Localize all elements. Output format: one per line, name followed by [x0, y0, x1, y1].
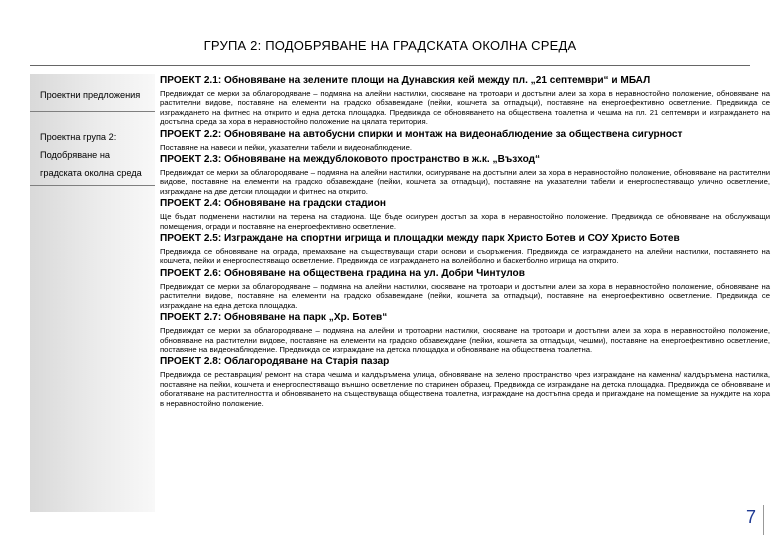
sidebar-label-group: Проектна група 2:: [40, 132, 117, 142]
project-description: Предвиждат се мерки за облагородяване – подмяна на алейни настилки, сюсяване на тротоари и достъпни алеи за хора в неравностойно положение, обновяване на растителни видове, поставяне на елементи на градско обзавеждане (пейки, кошчета за отпадъци), поставяне на енергоефективно осветление. Предвижда се изграждане на една детска площадка.: [160, 281, 770, 310]
project-item: [160, 153, 770, 196]
project-item: [160, 197, 770, 231]
footer-divider: [763, 505, 764, 535]
sidebar-divider: [30, 111, 155, 112]
project-item: [160, 355, 770, 408]
sidebar-label-proposals: Проектни предложения: [40, 90, 141, 100]
title-divider: [30, 65, 750, 66]
page-number: 7: [745, 507, 756, 527]
project-title: ПРОЕКТ 2.8: Облагородяване на Старія пазар: [160, 356, 390, 368]
project-description: Предвиждат се мерки за облагородяване – подмяна на алейни настилки, сюсяване на тротоари и достъпни алеи за хора в неравностойно положение, обновяване на растителни видове, поставяне на елементи на градско обзавеждане (пейки, кошчета за отпадъци), поставяне на енергоефективно осветление. Предвижда се изграждането на фитнес на открито и една детска площадка. Предвижда се обновяването на обществена тоалетна и чешма на пл. 21 септември и изграждането на достъпна среда за хора в неравностойно положение на цялата територия.: [160, 89, 770, 127]
project-list: [160, 74, 770, 409]
project-description: Предвиждат се мерки за облагородяване – подмяна на алейни и тротоарни настилки, сюсяване на тротоари и достъпни алеи за хора в неравностойно положение, обновяване на растителни видове, поставяне на елементи на градско обзавеждане (пейки, кошчета за отпадъци, чешми), поставяне на енергоефективно осветление, поставяне на видеонаблюдение. Предвижда се изграждане на детска площадка и обновяване на обществена тоалетна.: [160, 326, 770, 354]
project-description: Предвиждат се мерки за облагородяване – подмяна на алейни настилки, осигуряване на достъпни алеи за хора в неравностойно положение, обновяване на растителни видове, поставяне на елементи на градско обзавеждане (пейки, кошчета за отпадъци), поставяне на указателни табели и енергоспестяващо улично осветление, изграждане на две детски площадки и фитнес на открито.: [160, 168, 770, 196]
sidebar-label-environment: градската околна среда: [40, 168, 142, 178]
project-description: Поставяне на навеси и пейки, указателни табели и видеонаблюдение.: [160, 142, 412, 152]
page-title: ГРУПА 2: ПОДОБРЯВАНЕ НА ГРАДСКАТА ОКОЛНА СРЕДА: [203, 38, 577, 53]
project-item: [160, 232, 770, 266]
project-description: Предвижда се обновяване на ограда, премахване на съществуващи стари основи и съоръжения. Предвижда се изграждането на алейни настилки, поставянето на кошчета, пейки и енергоспестяващо осветление. Предвижда се изграждането на волейболно и баскетболно игрища на открито.: [160, 247, 770, 266]
project-title: ПРОЕКТ 2.6: Обновяване на обществена градина на ул. Добри Чинтулов: [160, 267, 525, 279]
sidebar-label-improvement: Подобряване на: [40, 150, 111, 160]
project-title: ПРОЕКТ 2.7: Обновяване на парк „Хр. Ботев“: [160, 312, 388, 324]
project-item: [160, 128, 770, 152]
sidebar-panel: [30, 74, 155, 512]
project-title: ПРОЕКТ 2.4: Обновяване на градски стадион: [160, 198, 387, 210]
project-title: ПРОЕКТ 2.5: Изграждане на спортни игрища и площадки между парк Христо Ботев и СОУ Христо Ботев: [160, 233, 680, 245]
sidebar-divider: [30, 185, 155, 186]
project-title: ПРОЕКТ 2.1: Обновяване на зелените площи на Дунавския кей между пл. „21 септември“ и МБАЛ: [160, 75, 651, 86]
project-item: [160, 311, 770, 354]
project-title: ПРОЕКТ 2.2: Обновяване на автобусни спирки и монтаж на видеонаблюдение за обществена сигурност: [160, 128, 683, 140]
project-title: ПРОЕКТ 2.3: Обновяване на междублоковото пространство в ж.к. „Възход“: [160, 154, 541, 166]
project-item: [160, 74, 770, 127]
project-description: Ще бъдат подменени настилки на терена на стадиона. Ще бъде осигурен достъп за хора в неравностойно положение. Предвижда се обновяване на обслужващи помещения, огради и поставяне на енергоефективно осветление.: [160, 212, 770, 231]
project-item: [160, 267, 770, 310]
project-description: Предвижда се реставрация/ ремонт на стара чешма и калдъръмена улица, обновяване на зелено пространство чрез изграждане на каменна/ калдъръмена настилка, поставяне на пейки, кошчета и енергоспестяващо външно осветление по старинен образец. Предвижда се изграждане на детска площадка. Предвижда се обновяване и обогатяване на растителността и обновяването на съществуваща обществена тоалетна, изграждане на достъпна среда и пригаждане на помещение за нуждите на хора в неравностойно положение.: [160, 370, 770, 408]
